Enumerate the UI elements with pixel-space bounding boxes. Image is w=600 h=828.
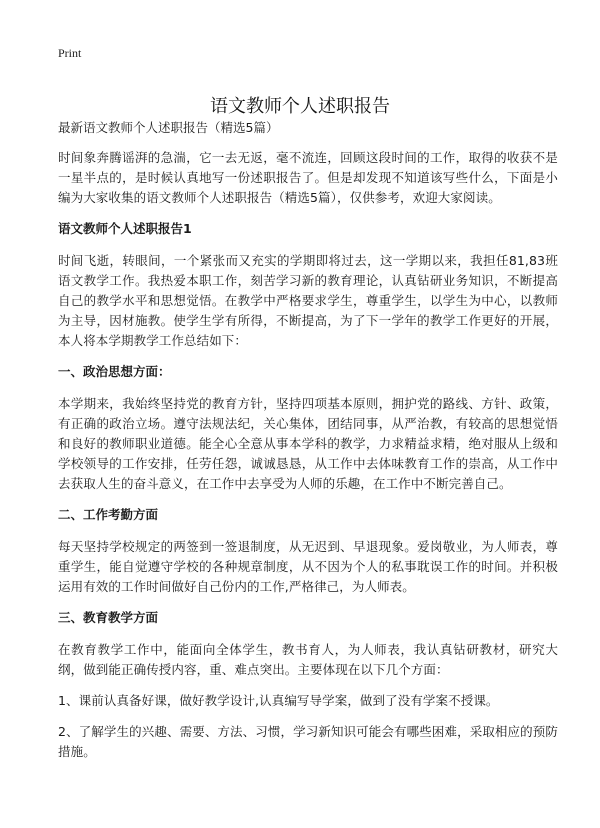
report-intro-paragraph: 时间飞逝，转眼间，一个紧张而又充实的学期即将过去，这一学期以来，我担任81,83班语文教学工作。我热爱本职工作，刻苦学习新的教育理论，认真钻研业务知识，不断提高自己的教学水平和思想觉悟。在教学中严格要求学生，尊重学生，以学生为中心，以教师为主导，因材施教。使学生学有所得，不断提高，为了下一学年的教学工作更好的开展，本人将本学期教学工作总结如下： <box>58 253 558 348</box>
section-heading-teaching: 三、教育教学方面 <box>58 610 159 625</box>
section-body-teaching: 在教育教学工作中，能面向全体学生，教书育人，为人师表，我认真钻研教材，研究大纲，做到能正确传授内容，重、难点突出。主要体现在以下几个方面： <box>58 642 558 677</box>
print-label[interactable]: Print <box>58 46 82 60</box>
document-title: 语文教师个人述职报告 <box>210 96 390 118</box>
intro-paragraph: 时间象奔腾谣湃的急湍，它一去无返，毫不流连，回顾这段时间的工作，取得的收获不是一星半点的，是时候认真地写一份述职报告了。但是却发现不知道该写些什么，下面是小编为大家收集的语文教师个人述职报告（精选5篇），仅供参考，欢迎大家阅读。 <box>58 150 558 205</box>
report-heading: 语文教师个人述职报告1 <box>58 221 192 236</box>
section-body-politics: 本学期来，我始终坚持党的教育方针，坚持四项基本原则，拥护党的路线、方针、政策，有正确的政治立场。遵守法规法纪，关心集体，团结同事，从严治教，有较高的思想觉悟和良好的教师职业道德。能全心全意从事本学科的教学，力求精益求精，绝对服从上级和学校领导的工作安排，任劳任怨，诚诚恳恳，从工作中去体味教育工作的崇高，从工作中去获取人生的奋斗意义，在工作中去享受为人师的乐趣，在工作中不断完善自己。 <box>58 396 558 491</box>
document-body <box>58 118 558 773</box>
section-heading-attendance: 二、工作考勤方面 <box>58 507 159 522</box>
teaching-item-1: 1、课前认真备好课，做好教学设计,认真编写导学案，做到了没有学案不授课。 <box>58 693 499 708</box>
teaching-item-2: 2、了解学生的兴趣、需要、方法、习惯，学习新知识可能会有哪些困难，采取相应的预防措施。 <box>58 724 558 759</box>
section-heading-politics: 一、政治思想方面： <box>58 364 171 379</box>
document-subtitle: 最新语文教师个人述职报告（精选5篇） <box>58 120 279 135</box>
section-body-attendance: 每天坚持学校规定的两签到一签退制度，从无迟到、早退现象。爱岗敬业，为人师表，尊重学生，能自觉遵守学校的各种规章制度，从不因为个人的私事耽误工作的时间。并积极运用有效的工作时间做好自己份内的工作,严格律己，为人师表。 <box>58 539 558 594</box>
